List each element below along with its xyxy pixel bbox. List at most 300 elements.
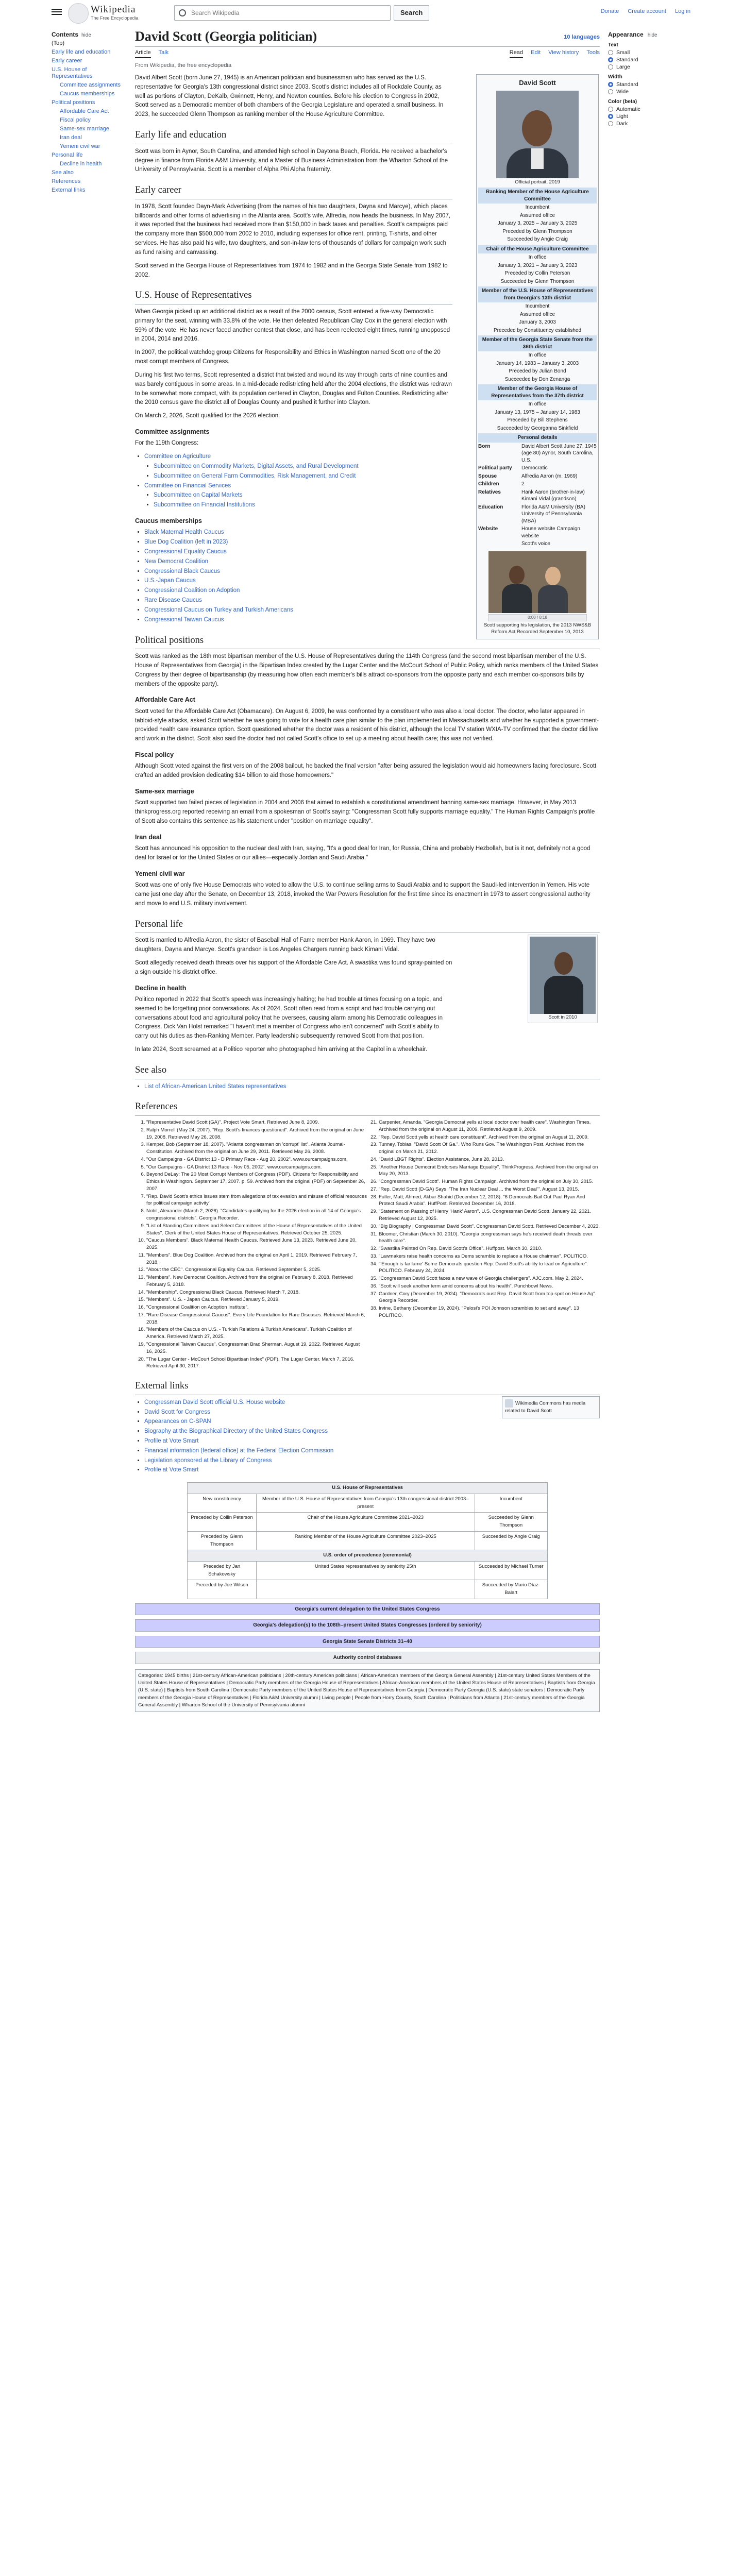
width-label: Width xyxy=(608,74,622,80)
list-item xyxy=(144,1427,600,1436)
reference-item: 2. Ralph Morrell (May 24, 2007). "Rep. Scott's finances questioned". Archived from the original on June 19, 2008. Retrieved May 26, 2008. xyxy=(146,1127,367,1141)
succession-cell: Chair of the House Agriculture Committee 2021–2023 xyxy=(257,1513,475,1531)
appearance-panel xyxy=(608,31,690,128)
infobox-row: Preceded by Bill Stephens xyxy=(507,417,568,423)
scott-2010-photo[interactable] xyxy=(530,937,596,1014)
heading-references: References xyxy=(135,1099,600,1116)
radio-icon xyxy=(608,50,613,55)
detail-value: Florida A&M University (BA) University of Pennsylvania (MBA) xyxy=(521,504,585,524)
toc-item[interactable]: Decline in health xyxy=(60,161,102,167)
paragraph: Scott is married to Alfredia Aaron, the sister of Baseball Hall of Fame member Hank Aaron, in 1969. They have two daughters, Dayna and Marcye. Scott's grandson is Los Angeles Chargers running back Kimani Vidal. xyxy=(135,937,435,953)
succession-rows-2 xyxy=(188,1561,548,1599)
toc-item[interactable]: Same-sex marriage xyxy=(60,126,109,132)
succession-cell: Preceded by Jan Schakowsky xyxy=(188,1561,257,1580)
search-box xyxy=(174,5,391,21)
text-size-label: Text xyxy=(608,42,618,48)
option-label: Small xyxy=(616,49,630,56)
detail-key xyxy=(478,540,521,548)
infobox-row: Preceded by Glenn Thompson xyxy=(502,228,572,234)
succession-header: U.S. House of Representatives xyxy=(188,1483,548,1494)
list-item xyxy=(144,1447,600,1456)
committee-link[interactable]: Committee on Financial Services xyxy=(144,482,231,489)
option-label: Dark xyxy=(616,121,628,127)
infobox-detail-row xyxy=(478,488,597,503)
lead-paragraph: David Albert Scott (born June 27, 1945) is an American politician and businessman who has served as the U.S. representative for Georgia's 13th congressional district since 2003. Scott's district includes all of Rockdale County, as well as portions of Clayton, DeKalb, Gwinnett, Henry, and Newton counties. Before his election to Congress in 2002, Scott served as a Democratic member of both chambers of the Georgia Legislature and operated a small business. In 2023, he succeeded Glenn Thompson as ranking member of the House Agriculture Committee. xyxy=(135,75,444,118)
list-item xyxy=(144,482,452,491)
option-label: Light xyxy=(616,113,628,120)
toc-item[interactable]: Iran deal xyxy=(60,134,82,141)
succession-header-2: U.S. order of precedence (ceremonial) xyxy=(188,1550,548,1562)
succession-cell xyxy=(257,1580,475,1599)
toc-item[interactable]: See also xyxy=(52,170,74,176)
toc-title: Contents xyxy=(52,31,78,38)
infobox-section-header: Member of the Georgia State Senate from the 36th district xyxy=(478,335,597,351)
title-area xyxy=(135,27,600,44)
detail-key: Spouse xyxy=(478,473,497,479)
infobox-personal-details xyxy=(478,443,597,548)
external-link[interactable]: Biography at the Biographical Directory of the United States Congress xyxy=(144,1428,328,1435)
caucus-link[interactable]: New Democrat Coalition xyxy=(144,558,208,565)
succession-row xyxy=(188,1580,548,1599)
infobox-row: January 3, 2021 – January 3, 2023 xyxy=(497,262,578,268)
navboxes xyxy=(135,1603,600,1664)
infobox-section-header: Chair of the House Agriculture Committee xyxy=(478,245,597,254)
succession-cell: Preceded by Collin Peterson xyxy=(188,1513,257,1531)
site-sub: From Wikipedia, the free encyclopedia xyxy=(135,62,232,69)
toc-item[interactable]: U.S. House of Representatives xyxy=(52,66,93,79)
infobox-row: Preceded by Julian Bond xyxy=(509,368,566,375)
width-wide-option[interactable] xyxy=(608,89,690,95)
list-item xyxy=(154,462,452,471)
tab-tools[interactable]: Tools xyxy=(586,49,600,56)
succession-cell: Ranking Member of the House Agriculture Committee 2023–2025 xyxy=(257,1531,475,1550)
toc-item[interactable]: Affordable Care Act xyxy=(60,108,109,114)
paragraph: In 1978, Scott founded Dayn-Mark Advertising (from the names of his two daughters, Dayna and Marcye), which places billboards and other forms of advertising in the Atlanta area. Scott's wife, Alfredia, now heads the business. In May 2007, it was reported that the business had received more than $150,000 in back taxes and penalties. Scott's campaigns paid the company more than $500,000 from 2002 to 2010, including expenses for office rent, printing, T-shirts, and other services. He has also paid his wife, two daughters, and son-in-law tens of thousands of dollars for campaign work such as fund raising and canvassing. xyxy=(135,203,451,256)
infobox-row: Succeeded by Georganna Sinkfield xyxy=(497,425,578,431)
reference-item: 34. "'Enough is far lame' Some Democrats question Rep. David Scott's ability to lead on Agriculture". POLITICO. February 24, 2024. xyxy=(379,1261,600,1275)
page-tabs xyxy=(135,47,600,59)
reference-item: 17. "Rare Disease Congressional Caucus". Every Life Foundation for Rare Diseases. Retrieved March 6, 2018. xyxy=(146,1312,367,1326)
reference-item: 15. "Members". U.S. - Japan Caucus. Retrieved January 5, 2019. xyxy=(146,1296,367,1303)
succession-row xyxy=(188,1494,548,1512)
list-item xyxy=(144,606,452,615)
infobox-row: Preceded by Collin Peterson xyxy=(504,270,570,277)
caucus-link[interactable]: U.S.-Japan Caucus xyxy=(144,578,196,584)
list-item xyxy=(144,528,452,537)
reference-item: 30. "Big Biography | Congressman David Scott". Congressman David Scott. Retrieved December 4, 2023. xyxy=(379,1223,600,1230)
paragraph: Scott supported two failed pieces of legislation in 2004 and 2006 that aimed to establish a constitutional amendment banning same-sex marriage. However, in May 2013 thinkprogress.org reported receiving an email from a spokesman of Scott's saying: "Congressman Scott fully supports marriage equality." The Human Rights Campaign's profile of Scott also contains this sentence as his statement under "position on marriage equality". xyxy=(135,800,595,825)
infobox-row: Succeeded by Don Zenanga xyxy=(504,376,570,382)
list-item xyxy=(144,548,452,557)
infobox-offices xyxy=(478,188,597,443)
list-item xyxy=(154,491,452,500)
toc-item[interactable]: Early life and education xyxy=(52,49,111,55)
reference-item: 31. Bloomer, Christian (March 30, 2010). "Georgia congressman says he's received death threats over health care". xyxy=(379,1231,600,1245)
list-item xyxy=(144,452,452,462)
tab-read[interactable]: Read xyxy=(510,49,523,58)
reference-item: 11. "Members". Blue Dog Coalition. Archived from the original on April 1, 2019. Retrieved February 7, 2018. xyxy=(146,1252,367,1266)
appearance-title: Appearance xyxy=(608,31,644,38)
toc-item[interactable]: External links xyxy=(52,187,86,193)
infobox-detail-row xyxy=(478,464,597,472)
list-item xyxy=(144,586,452,596)
caucus-link[interactable]: Rare Disease Caucus xyxy=(144,597,202,604)
succession-rows xyxy=(188,1494,548,1550)
succession-cell: Succeeded by Michael Turner xyxy=(475,1561,547,1580)
reference-item: 35. "Congressman David Scott faces a new wave of Georgia challengers". AJC.com. May 2, 2024. xyxy=(379,1275,600,1282)
caucus-link[interactable]: Congressional Taiwan Caucus xyxy=(144,616,224,623)
reference-item: 26. "Congressman David Scott". Human Rights Campaign. Archived from the original on July 30, 2015. xyxy=(379,1178,600,1185)
tab-talk[interactable]: Talk xyxy=(158,49,169,56)
audio-video-still[interactable] xyxy=(488,551,586,613)
paragraph: Scott was born in Aynor, South Carolina, and attended high school in Daytona Beach, Florida. He received a bachelor's degree in finance from Florida A&M University, and a Master of Business Administration from the Wharton School of the University of Pennsylvania. Scott is a member of Alpha Phi Alpha fraternity. xyxy=(135,148,448,173)
external-link[interactable]: David Scott for Congress xyxy=(144,1409,210,1415)
infobox-row: January 3, 2003 xyxy=(519,319,556,326)
succession-cell: Preceded by Joe Wilson xyxy=(188,1580,257,1599)
reference-item: 6. Beyond DeLay: The 20 Most Corrupt Members of Congress (PDF). Citizens for Responsibility and Ethics in Washington. September 17, 2007. p. 59. Archived from the original (PDF) on September 26, 2007. xyxy=(146,1171,367,1192)
heading-iran: Iran deal xyxy=(135,833,162,841)
reference-item: 12. "About the CEC". Congressional Equality Caucus. Retrieved September 5, 2025. xyxy=(146,1266,367,1274)
reference-item: 9. "List of Standing Committees and Select Committees of the House of Representatives of the United States". Clerk of the United States House of Representatives. Retrieved October 25, 2025. xyxy=(146,1223,367,1237)
reference-item: 22. "Rep. David Scott yells at health care constituent". Archived from the original on August 11, 2009. xyxy=(379,1134,600,1141)
infobox-row: Preceded by Constituency established xyxy=(493,327,582,333)
radio-icon xyxy=(608,57,613,62)
committee-link[interactable]: Committee on Agriculture xyxy=(144,453,211,460)
detail-value: Scott's voice xyxy=(521,541,550,547)
paragraph: When Georgia picked up an additional district as a result of the 2000 census, Scott entered a five-way Democratic primary for the seat, winning with 33.8% of the vote. He then defeated Republican Clay Cox in the general election with 59% of the vote. He has never faced another contest that close, and has been reelected eight times, running unopposed in 2004, 2014 and 2016. xyxy=(135,309,450,343)
reference-item: 4. "Our Campaigns - GA District 13 - D Primary Race - Aug 20, 2002". www.ourcampaigns.com. xyxy=(146,1156,367,1163)
paragraph: On March 2, 2026, Scott qualified for the 2026 election. xyxy=(135,413,280,419)
reference-item: 5. "Our Campaigns - GA District 13 Race - Nov 05, 2002". www.ourcampaigns.com. xyxy=(146,1164,367,1171)
infobox-row: January 14, 1983 – January 3, 2003 xyxy=(496,360,579,366)
infobox-row: Incumbent xyxy=(525,205,550,211)
caucus-link[interactable]: Congressional Equality Caucus xyxy=(144,549,227,555)
languages-button[interactable]: 10 languages xyxy=(564,34,600,40)
donate-link[interactable]: Donate xyxy=(600,8,619,14)
toc-item[interactable]: Yemeni civil war xyxy=(60,143,100,149)
reference-item: 18. "Members of the Caucus on U.S. - Turkish Relations & Turkish Americans". Turkish Coalition of America. Retrieved March 27, 2025. xyxy=(146,1326,367,1341)
reference-item: 29. "Statement on Passing of Henry 'Hank' Aaron". U.S. Congressman David Scott. January 22, 2021. Retrieved August 12, 2025. xyxy=(379,1208,600,1223)
infobox-detail-row xyxy=(478,503,597,526)
color-dark-option[interactable] xyxy=(608,121,690,127)
detail-key: Born xyxy=(478,443,491,449)
list-item xyxy=(144,596,452,605)
heading-fiscal: Fiscal policy xyxy=(135,751,174,759)
committee-link[interactable]: Subcommittee on Capital Markets xyxy=(154,492,243,499)
heading-health: Decline in health xyxy=(135,984,187,992)
heading-committees: Committee assignments xyxy=(135,428,210,435)
wordmark[interactable]: Wikipedia xyxy=(91,4,136,15)
infobox xyxy=(476,74,599,639)
infobox-section-header: Personal details xyxy=(478,433,597,443)
media-player-bar[interactable]: 0:00 / 0:18 xyxy=(488,614,587,621)
text-standard-option[interactable] xyxy=(608,57,690,63)
caucus-link[interactable]: Congressional Black Caucus xyxy=(144,568,221,574)
detail-value: David Albert Scott June 27, 1945 (age 80) Aynor, South Carolina, U.S. xyxy=(521,443,597,463)
text-large-option[interactable] xyxy=(608,64,690,70)
paragraph: During his first two terms, Scott represented a district that twisted and wound its way through parts of nine counties and was barely contiguous in some areas. In a mid-decade redistricting held after the 2004 elections, the district was redrawn to be somewhat more compact, with its population centered in Clayton, Douglas and Fulton Counties. Redistricting after the 2010 census gave the district all of Douglas County and pushed it further into Clayton. xyxy=(135,371,452,406)
heading-early-life: Early life and education xyxy=(135,128,452,144)
article-column xyxy=(135,74,452,625)
list-item xyxy=(144,1456,600,1466)
detail-key: Children xyxy=(478,481,499,487)
external-link[interactable]: Profile at Vote Smart xyxy=(144,1437,199,1444)
list-item xyxy=(154,501,452,510)
succession-cell: Preceded by Glenn Thompson xyxy=(188,1531,257,1550)
reference-item: 36. "Scott will seek another term amid concerns about his health". Punchbowl News. xyxy=(379,1283,600,1290)
caucus-link[interactable]: Black Maternal Health Caucus xyxy=(144,529,224,536)
infobox-detail-row xyxy=(478,540,597,548)
commons-icon xyxy=(505,1399,513,1408)
reference-item: 16. "Congressional Coalition on Adoption Institute". xyxy=(146,1304,367,1311)
infobox-section-header: Ranking Member of the House Agriculture Committee xyxy=(478,188,597,204)
references-column-right xyxy=(367,1119,600,1370)
external-link[interactable]: Appearances on C-SPAN xyxy=(144,1418,211,1425)
radio-icon xyxy=(608,89,613,94)
heading-external: External links xyxy=(135,1379,600,1395)
succession-row xyxy=(188,1561,548,1580)
succession-row xyxy=(188,1513,548,1531)
reference-item: 1. "Representative David Scott (GA)". Project Vote Smart. Retrieved June 8, 2009. xyxy=(146,1119,367,1126)
list-item xyxy=(144,538,452,547)
heading-caucuses: Caucus memberships xyxy=(135,517,202,525)
color-automatic-option[interactable] xyxy=(608,106,690,112)
toc-item[interactable]: Committee assignments xyxy=(60,82,121,88)
reference-item: 13. "Members". New Democrat Coalition. Archived from the original on February 8, 2018. Retrieved February 5, 2018. xyxy=(146,1274,367,1289)
toc-item[interactable]: Early career xyxy=(52,58,82,64)
paragraph: Scott served in the Georgia House of Representatives from 1974 to 1982 and in the Georgia State Senate from 1982 to 2002. xyxy=(135,262,448,278)
categories-box[interactable]: Categories: 1945 births | 21st-century African-American politicians | 20th-century American politicians | African-American members of the Georgia General Assembly | 21st-century United States Members of the United States House of Representatives | Democratic Party members of the Georgia House of Representatives | African-American members of the United States House of Representatives | Baptists from Georgia (U.S. state) | Baptists from South Carolina | Democratic Party members of the United States House of Representatives from Georgia | Democratic Party Georgia (U.S. state) state senators | Democratic Party members of the Georgia House of Representatives | Florida A&M University alumni | Living people | People from Horry County, South Carolina | Politicians from Atlanta | 21st-century members of the Georgia General Assembly | Wharton School of the University of Pennsylvania alumni xyxy=(135,1669,600,1712)
menu-icon[interactable] xyxy=(52,7,62,18)
committee-link[interactable]: Subcommittee on General Farm Commodities, Risk Management, and Credit xyxy=(154,472,356,479)
external-link[interactable]: Congressman David Scott official U.S. House website xyxy=(144,1399,285,1405)
toc-item[interactable]: Personal life xyxy=(52,152,83,158)
option-label: Standard xyxy=(616,81,638,88)
list-item xyxy=(144,577,452,586)
reference-item: 33. "Lawmakers raise health concerns as Dems scramble to replace a House chairman". POLITICO. xyxy=(379,1253,600,1260)
portrait-caption: Official portrait, 2019 xyxy=(515,179,560,185)
infobox-row: Succeeded by Angie Craig xyxy=(507,236,568,243)
caucus-list xyxy=(135,528,452,624)
succession-row xyxy=(188,1531,548,1550)
reference-item: 24. "David LBGT Rights". Election Assistance, June 28, 2013. xyxy=(379,1156,600,1163)
commons-box xyxy=(502,1396,600,1418)
reference-item: 14. "Membership". Congressional Black Caucus. Retrieved March 7, 2018. xyxy=(146,1289,367,1296)
paragraph: In late 2024, Scott screamed at a Politico reporter who photographed him arriving at the Capitol in a wheelchair. xyxy=(135,1046,428,1053)
infobox-row: Assumed office xyxy=(519,212,555,218)
toc-item[interactable]: Fiscal policy xyxy=(60,117,91,123)
navbox[interactable]: Authority control databases xyxy=(135,1652,600,1664)
succession-cell: United States representatives by seniority 25th xyxy=(257,1561,475,1580)
succession-cell: New constituency xyxy=(188,1494,257,1512)
tab-article[interactable]: Article xyxy=(135,49,151,58)
reference-item: 37. Gardner, Cory (December 19, 2024). "Democrats oust Rep. David Scott from top spot on House Ag". Georgia Recorder. xyxy=(379,1291,600,1305)
paragraph: Although Scott voted against the first version of the 2008 bailout, he backed the final version "after being assured the legislation would aid homeowners facing foreclosure. Scott crafted an added provision dedicating $14 billion to aid those homeowners." xyxy=(135,763,597,779)
infobox-detail-row xyxy=(478,525,597,540)
heading-see-also: See also xyxy=(135,1063,600,1079)
wikipedia-logo[interactable] xyxy=(68,3,89,24)
color-label: Color (beta) xyxy=(608,99,637,105)
detail-key: Website xyxy=(478,526,498,532)
infobox-row: In office xyxy=(528,352,547,359)
list-item xyxy=(154,472,452,481)
reference-item: 3. Kemper, Bob (September 18, 2007). "Atlanta congressman on 'corrupt' list". Atlanta Journal-Constitution. Archived from the original on June 29, 2011. Retrieved May 26, 2008. xyxy=(146,1141,367,1156)
official-portrait[interactable] xyxy=(496,91,579,178)
detail-value: Democratic xyxy=(521,465,548,471)
search-button[interactable]: Search xyxy=(394,5,429,21)
external-link[interactable]: Legislation sponsored at the Library of Congress xyxy=(144,1457,272,1464)
infobox-section-header: Member of the U.S. House of Representatives from Georgia's 13th district xyxy=(478,286,597,302)
infobox-row: Incumbent xyxy=(525,303,550,310)
reference-item: 25. "Another House Democrat Endorses Marriage Equality". ThinkProgress. Archived from the original on May 20, 2013. xyxy=(379,1164,600,1178)
succession-cell: Succeeded by Mario Díaz-Balart xyxy=(475,1580,547,1599)
succession-cell: Succeeded by Angie Craig xyxy=(475,1531,547,1550)
reference-item: 23. Tunney, Tobias. "David Scott Of Ga.". Who Runs Gov. The Washington Post. Archived from the original on March 21, 2012. xyxy=(379,1141,600,1156)
detail-key: Education xyxy=(478,504,503,510)
caucus-link[interactable]: Congressional Caucus on Turkey and Turkish Americans xyxy=(144,606,293,613)
detail-key: Political party xyxy=(478,465,512,471)
paragraph: Scott was ranked as the 18th most bipartisan member of the U.S. House of Representatives during the 114th Congress (and the second most bipartisan member of the U.S. House of Representatives from Georgia) in the Bipartisan Index created by the Lugar Center and the McCourt School of Public Policy, which ranks members of the United States Congress by their degree of bipartisanship (by measuring how often each member's bills attract co-sponsors from the opposite party and each member co-sponsors bills by members of the opposite party). xyxy=(135,653,599,687)
caucus-link[interactable]: Congressional Coalition on Adoption xyxy=(144,587,240,594)
color-light-option[interactable] xyxy=(608,113,690,120)
personal-tools xyxy=(594,8,690,14)
infobox-row: January 13, 1975 – January 14, 1983 xyxy=(495,409,580,415)
option-label: Large xyxy=(616,64,630,70)
external-link[interactable]: Financial information (federal office) at the Federal Election Commission xyxy=(144,1447,334,1454)
toc-item[interactable]: Political positions xyxy=(52,99,95,106)
paragraph: In 2007, the political watchdog group Citizens for Responsibility and Ethics in Washington named Scott one of the 20 most corrupt members of Congress. xyxy=(135,349,441,365)
reference-item: 28. Fuller, Matt; Ahmed, Akbar Shahid (December 12, 2018). "6 Democrats Bail Out Paul Ryan And Protect Saudi Arabia". HuffPost. Retrieved December 16, 2018. xyxy=(379,1194,600,1208)
toc-item[interactable]: References xyxy=(52,178,81,184)
paragraph: Scott voted for the Affordable Care Act (Obamacare). On August 6, 2009, he was confronted by a constituent who was also a local doctor. The doctor, who later appeared in tabloid-style attacks, asked Scott whether he was going to vote for a health care plan similar to the plan implemented in Massachusetts and whether he supported a government-provided health care insurance option. Scott questioned whether the doctor was a resident of his district, although the local TV station WXIA-TV confirmed that the doctor did live and work in the district. Scott also said the doctor had not called Scott's office to set up a meeting about health care; this was not verified. xyxy=(135,708,599,742)
paragraph: For the 119th Congress: xyxy=(135,440,199,447)
tab-history[interactable]: View history xyxy=(548,49,579,56)
personal-text xyxy=(135,936,452,1055)
infobox-row: Assumed office xyxy=(519,311,555,317)
reference-item: 8. Nobil, Alexander (March 2, 2026). "Candidates qualifying for the 2026 election in all 14 of Georgia's congressional districts". Georgia Recorder. xyxy=(146,1208,367,1222)
radio-icon xyxy=(608,82,613,87)
infobox-row: Succeeded by Glenn Thompson xyxy=(500,278,575,284)
page-title: David Scott (Georgia politician) xyxy=(135,29,317,44)
references-list xyxy=(135,1119,600,1370)
reference-item: 32. "Swastika Painted On Rep. David Scott's Office". Huffpost. March 30, 2010. xyxy=(379,1245,600,1252)
heading-ssm: Same-sex marriage xyxy=(135,788,194,795)
scott-2010-figure xyxy=(528,935,598,1024)
commons-text[interactable]: Wikimedia Commons has media related to David Scott xyxy=(505,1400,586,1414)
radio-icon xyxy=(608,114,613,119)
top-bar xyxy=(0,0,742,26)
appearance-hide-button[interactable]: hide xyxy=(647,32,657,38)
heading-house: U.S. House of Representatives xyxy=(135,288,452,304)
committee-list xyxy=(135,452,452,510)
caucus-link[interactable]: Blue Dog Coalition (left in 2023) xyxy=(144,539,228,546)
radio-icon xyxy=(608,64,613,70)
reference-item: 27. "Rep. David Scott (D-GA) Says: 'The Iran Nuclear Deal ... the Worst Deal'". August 13, 2015. xyxy=(379,1186,600,1193)
detail-key: Relatives xyxy=(478,489,501,495)
width-standard-option[interactable] xyxy=(608,81,690,88)
heading-positions: Political positions xyxy=(135,633,600,650)
paragraph: Scott has announced his opposition to the nuclear deal with Iran, saying, "It's a good deal for Iran, for Russia, China and probably Hezbollah, but is it not, definitely not a good deal for Israel or for the United States or our allies—especially Jordan and Saudi Arabia." xyxy=(135,845,591,861)
paragraph: Scott was one of only five House Democrats who voted to allow the U.S. to continue selling arms to Saudi Arabia and to support the Saudi-led intervention in Yemen. His vote came just one day after the Senate, on December 13, 2018, invoked the War Powers Resolution for the first time since its enactment in 1973 to assert congressional authority and move to end U.S. military involvement. xyxy=(135,882,591,907)
infobox-section-header: Member of the Georgia House of Representatives from the 37th district xyxy=(478,384,597,400)
option-label: Automatic xyxy=(616,106,640,112)
infobox-row: January 3, 2025 – January 3, 2025 xyxy=(497,221,578,227)
list-item xyxy=(144,1437,600,1446)
create-account-link[interactable]: Create account xyxy=(628,8,666,14)
heading-personal: Personal life xyxy=(135,917,600,934)
personal-section xyxy=(135,917,600,1055)
infobox-row: In office xyxy=(528,255,547,261)
list-item xyxy=(144,1417,600,1427)
detail-value: 2 xyxy=(521,481,525,487)
paragraph: Scott allegedly received death threats over his support of the Affordable Care Act. A swastika was found spray-painted on a sign outside his district office. xyxy=(135,959,452,975)
radio-icon xyxy=(608,107,613,112)
reference-item: 7. "Rep. David Scott's ethics issues stem from allegations of tax evasion and misuse of official resources for political campaign activity". xyxy=(146,1193,367,1208)
navbox[interactable]: Georgia's delegation(s) to the 108th–present United States Congresses (ordered by seniority) xyxy=(135,1619,600,1632)
reference-item: 19. "Congressional Taiwan Caucus". Congressman Brad Sherman. August 19, 2022. Retrieved August 16, 2025. xyxy=(146,1341,367,1355)
list-item xyxy=(144,1466,600,1475)
infobox-name: David Scott xyxy=(519,79,556,87)
tagline: The Free Encyclopedia xyxy=(91,15,139,21)
detail-value: Alfredia Aaron (m. 1969) xyxy=(521,473,578,479)
heading-early-career: Early career xyxy=(135,183,452,199)
tab-edit[interactable]: Edit xyxy=(531,49,541,56)
search-input[interactable] xyxy=(190,6,362,20)
external-link[interactable]: Profile at Vote Smart xyxy=(144,1467,199,1473)
succession-cell: Succeeded by Glenn Thompson xyxy=(475,1513,547,1531)
radio-icon xyxy=(608,121,613,126)
detail-value: House website Campaign website xyxy=(521,526,580,539)
list-item xyxy=(144,557,452,567)
infobox-detail-row xyxy=(478,480,597,488)
navbox[interactable]: Georgia State Senate Districts 31–40 xyxy=(135,1636,600,1648)
heading-yemen: Yemeni civil war xyxy=(135,870,185,877)
toc-item[interactable]: Caucus memberships xyxy=(60,91,115,97)
toc-hide-button[interactable]: hide xyxy=(81,32,91,38)
infobox-row: In office xyxy=(528,401,547,408)
toc-list xyxy=(52,40,129,194)
list-item xyxy=(144,616,452,625)
references-column-left xyxy=(135,1119,367,1370)
audio-caption: Scott supporting his legislation, the 2013 NWS&B Reform Act Recorded September 10, 2013 xyxy=(483,622,592,635)
see-also-link[interactable]: List of African-American United States representatives xyxy=(144,1083,286,1090)
search-icon xyxy=(179,9,186,16)
figure-caption: Scott in 2010 xyxy=(548,1014,577,1020)
paragraph: Politico reported in 2022 that Scott's speech was increasingly halting; he had trouble at times focusing on a topic, and seemed to be forgetting prior conversations. As of 2024, Scott often read from a script and had trouble carrying out conversations about food and agricultural policy that he oversees, causing alarm among his Democratic colleagues in Congress. Dick Van Holst remarked "I haven't met a member of Congress who isn't concerned" with Scott's ability to carry out his duties as then-Ranking Member. Party leadership subsequently removed Scott from that position. xyxy=(135,996,443,1040)
reference-item: 20. "The Lugar Center - McCourt School Bipartisan Index" (PDF). The Lugar Center. March 7, 2016. Retrieved April 30, 2017. xyxy=(146,1356,367,1370)
detail-value: Hank Aaron (brother-in-law) Kimani Vidal (grandson) xyxy=(521,489,585,502)
navbox[interactable]: Georgia's current delegation to the United States Congress xyxy=(135,1603,600,1616)
reference-item: 21. Carpenter, Amanda. "Georgia Democrat yells at local doctor over health care". Washington Times. Archived from the original on August 11, 2009. Retrieved August 9, 2009. xyxy=(379,1119,600,1133)
infobox-detail-row xyxy=(478,443,597,465)
infobox-detail-row xyxy=(478,472,597,481)
option-label: Wide xyxy=(616,89,629,95)
succession-cell: Member of the U.S. House of Representatives from Georgia's 13th congressional district 2003–present xyxy=(257,1494,475,1512)
reference-item: 38. Irvine, Bethany (December 19, 2024). "Pelosi's POI Johnson scrambles to set and away". 13 POLITICO. xyxy=(379,1305,600,1319)
committee-link[interactable]: Subcommittee on Financial Institutions xyxy=(154,502,255,509)
external-links-section xyxy=(135,1379,600,1475)
table-of-contents xyxy=(52,31,129,196)
toc-item[interactable]: (Top) xyxy=(52,40,65,46)
option-label: Standard xyxy=(616,57,638,63)
text-small-option[interactable] xyxy=(608,49,690,56)
list-item xyxy=(144,567,452,577)
heading-aca: Affordable Care Act xyxy=(135,696,195,704)
succession-cell: Incumbent xyxy=(475,1494,547,1512)
reference-item: 10. "Caucus Members". Black Maternal Health Caucus. Retrieved June 13, 2023. Retrieved June 20, 2025. xyxy=(146,1237,367,1251)
committee-link[interactable]: Subcommittee on Commodity Markets, Digital Assets, and Rural Development xyxy=(154,463,359,469)
login-link[interactable]: Log in xyxy=(675,8,690,14)
